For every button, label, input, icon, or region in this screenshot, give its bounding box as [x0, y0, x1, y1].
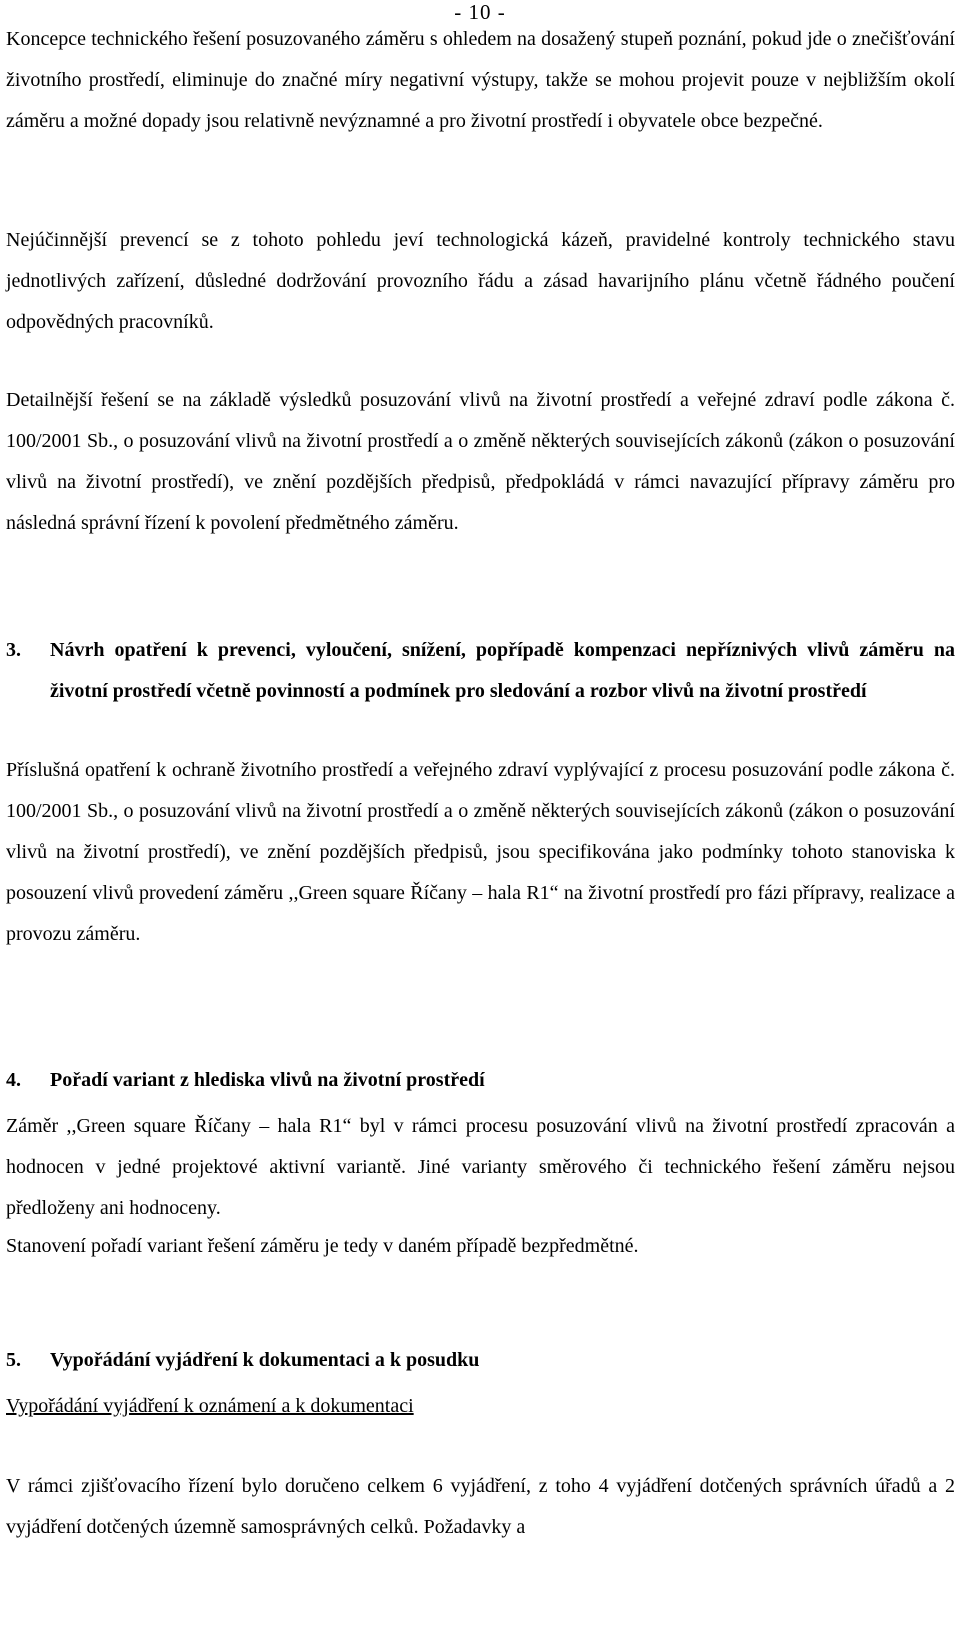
section-4-title: Pořadí variant z hlediska vlivů na životní prostředí — [50, 1069, 485, 1091]
paragraph-variant-order: Stanovení pořadí variant řešení záměru je tedy v daném případě bezpředmětné. — [6, 1235, 639, 1257]
section-3-title: Návrh opatření k prevenci, vyloučení, snížení, popřípadě kompenzaci nepříznivých vlivů záměru na životní prostředí včetně povinností a podmínek pro sledování a rozbor vlivů na životní prostředí — [50, 639, 955, 702]
subheading-notification: Vypořádání vyjádření k oznámení a k dokumentaci — [6, 1395, 414, 1417]
paragraph-statements: V rámci zjišťovacího řízení bylo doručeno celkem 6 vyjádření, z toho 4 vyjádření dotčených správních úřadů a 2 vyjádření dotčených územně samosprávných celků. Požadavky a — [6, 1475, 955, 1538]
paragraph-technical-concept: Koncepce technického řešení posuzovaného záměru s ohledem na dosažený stupeň poznání, pokud jde o znečišťování životního prostředí, eliminuje do značné míry negativní výstupy, takže se mohou projevit pouze v nejbližším okolí záměru a možné dopady jsou relativně nevýznamné a pro životní prostředí i obyvatele obce bezpečné. — [6, 28, 955, 132]
section-5-number: 5. — [6, 1349, 21, 1371]
section-3-heading — [6, 630, 955, 712]
paragraph-variants: Záměr ,,Green square Říčany – hala R1“ byl v rámci procesu posuzování vlivů na životní prostředí zpracován a hodnocen v jedné projektové aktivní variantě. Jiné varianty směrového či technického řešení záměru nejsou předloženy ani hodnoceny. — [6, 1115, 955, 1219]
section-4-heading — [6, 1060, 955, 1101]
paragraph-prevention: Nejúčinnější prevencí se z tohoto pohledu jeví technologická kázeň, pravidelné kontroly technického stavu jednotlivých zařízení, důsledné dodržování provozního řádu a zásad havarijního plánu včetně řádného poučení odpovědných pracovníků. — [6, 229, 955, 333]
paragraph-detailed-solution: Detailnější řešení se na základě výsledků posuzování vlivů na životní prostředí a veřejné zdraví podle zákona č. 100/2001 Sb., o posuzování vlivů na životní prostředí a o změně některých souvisejících zákonů (zákon o posuzování vlivů na životní prostředí), ve znění pozdějších předpisů, předpokládá v rámci navazující přípravy záměru pro následná správní řízení k povolení předmětného záměru. — [6, 389, 955, 534]
section-3-number: 3. — [6, 639, 21, 661]
paragraph-measures: Příslušná opatření k ochraně životního prostředí a veřejného zdraví vyplývající z procesu posuzování podle zákona č. 100/2001 Sb., o posuzování vlivů na životní prostředí a o změně některých souvisejících zákonů (zákon o posuzování vlivů na životní prostředí), ve znění pozdějších předpisů, jsou specifikována jako podmínky tohoto stanoviska k posouzení vlivů provedení záměru ,,Green square Říčany – hala R1“ na životní prostředí pro fázi přípravy, realizace a provozu záměru. — [6, 759, 955, 945]
section-4-number: 4. — [6, 1069, 21, 1091]
section-5-title: Vypořádání vyjádření k dokumentaci a k posudku — [50, 1349, 480, 1371]
page-number: - 10 - — [454, 0, 506, 24]
section-5-heading — [6, 1340, 955, 1381]
